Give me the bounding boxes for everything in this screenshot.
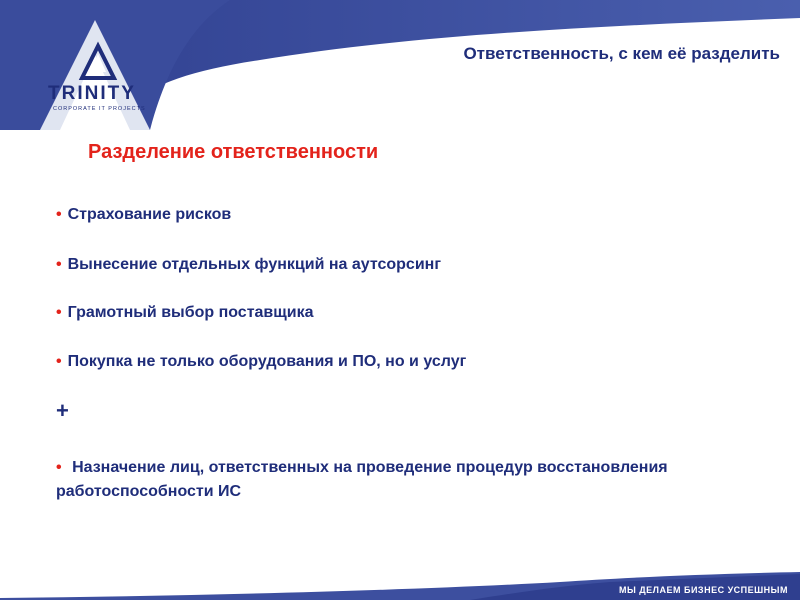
svg-text:TRINITY: TRINITY [48,83,136,104]
list-item-text: Страхование рисков [67,206,232,223]
list-item-text: Грамотный выбор поставщика [67,304,314,321]
svg-text:CORPORATE IT PROJECTS: CORPORATE IT PROJECTS [53,106,146,112]
list-item [56,456,696,504]
trinity-logo [40,40,180,115]
bullet-dot-icon: • [56,206,62,223]
plus-sign: + [56,398,69,423]
list-item-text: Назначение лиц, ответственных на проведение процедур восстановления работоспособности ИС [56,459,668,500]
list-item-text: Вынесение отдельных функций на аутсорсинг [67,256,441,273]
list-item [56,256,441,274]
bullet-dot-icon: • [56,304,62,321]
list-item [56,206,231,224]
bullet-dot-icon: • [56,459,62,476]
slide-header-title: Ответственность, с кем её разделить [463,44,780,63]
bullet-dot-icon: • [56,256,62,273]
list-item [56,304,314,322]
section-heading: Разделение ответственности [88,141,379,163]
list-item-text: Покупка не только оборудования и ПО, но и услуг [67,353,467,370]
list-item [56,353,466,371]
footer-slogan: МЫ ДЕЛАЕМ БИЗНЕС УСПЕШНЫМ [618,585,788,595]
bullet-dot-icon: • [56,353,62,370]
